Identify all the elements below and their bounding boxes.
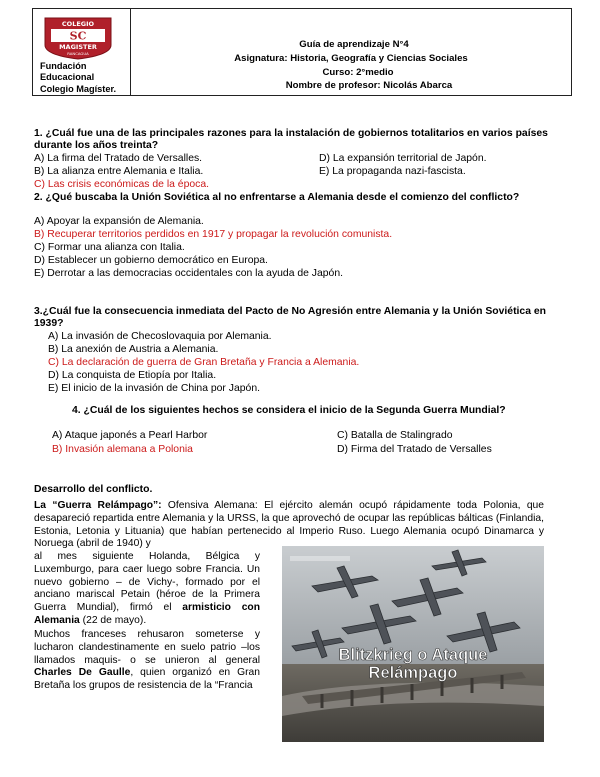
- q1-option-c-correct[interactable]: C) Las crisis económicas de la época.: [34, 179, 209, 190]
- term-de-gaulle: Charles De Gaulle: [34, 667, 131, 679]
- question-2: 2. ¿Qué buscaba la Unión Soviética al no enfrentarse a Alemania desde el comienzo del conflicto?: [34, 192, 520, 203]
- term-armisticio: armisticio con Alemania: [34, 602, 260, 626]
- aircraft-illustration: [282, 546, 544, 742]
- q2-option-c[interactable]: C) Formar una alianza con Italia.: [34, 242, 185, 253]
- q1-option-b[interactable]: B) La alianza entre Alemania e Italia.: [34, 166, 204, 177]
- term-guerra-relampago: La “Guerra Relámpago”:: [34, 500, 162, 511]
- q4-option-a[interactable]: A) Ataque japonés a Pearl Harbor: [52, 430, 208, 441]
- q4-option-d[interactable]: D) Firma del Tratado de Versalles: [337, 444, 492, 455]
- course-line: Curso: 2°medio: [322, 66, 394, 78]
- question-1: 1. ¿Cuál fue una de las principales razones para la instalación de gobiernos totalitarios en varios países durante los años treinta?: [34, 128, 548, 152]
- guide-info: [131, 38, 571, 93]
- q2-option-b-correct[interactable]: B) Recuperar territorios perdidos en 1917 y propagar la revolución comunista.: [34, 229, 393, 240]
- q2-option-a[interactable]: A) Apoyar la expansión de Alemania.: [34, 216, 204, 227]
- q3-option-a[interactable]: A) La invasión de Checoslovaquia por Alemania.: [48, 331, 272, 342]
- q4-option-b-correct[interactable]: B) Invasión alemana a Polonia: [52, 444, 193, 455]
- logo-bottom-text: MAGISTER: [59, 43, 97, 51]
- subject-line: Asignatura: Historia, Geografía y Ciencias Sociales: [234, 52, 468, 64]
- question-4: 4. ¿Cuál de los siguientes hechos se considera el inicio de la Segunda Guerra Mundial?: [72, 405, 506, 416]
- q1-option-d[interactable]: D) La expansión territorial de Japón.: [319, 153, 487, 164]
- logo-top-text: COLEGIO: [61, 20, 95, 28]
- document-header: [32, 8, 572, 96]
- svg-text:SC: SC: [69, 29, 87, 43]
- q3-option-b[interactable]: B) La anexión de Austria a Alemania.: [48, 344, 219, 355]
- school-logo: [41, 15, 115, 61]
- guide-title: Guía de aprendizaje N°4: [299, 39, 409, 50]
- paragraph-resistance: Muchos franceses rehusaron someterse y lucharon clandestinamente en suelo patrio –los llamados maquis- o se unieron al general Charles De Gaulle, quien organizó en Gran Bretaña los grupos de resistencia de la “Francia: [34, 629, 260, 692]
- paragraph-blitzkrieg: La “Guerra Relámpago”: Ofensiva Alemana: El ejército alemán ocupó rápidamente toda Polonia, que desapareció repartida entre Alemania y la URSS, la que aprovechó de ocupar las repúblicas bálticas (Finlandia, Estonia, Letonia y Lituania) que habían pertenecido al Imperio Ruso. Luego Alemania ocupó Dinamarca y Noruega (abril de 1940) y: [34, 500, 544, 550]
- q2-option-e[interactable]: E) Derrotar a las democracias occidentales con la ayuda de Japón.: [34, 268, 343, 279]
- q3-option-c-correct[interactable]: C) La declaración de guerra de Gran Bretaña y Francia a Alemania.: [48, 357, 360, 368]
- paragraph-france: al mes siguiente Holanda, Bélgica y Luxemburgo, para caer luego sobre Francia. Un nuevo gobierno – de Vichy-, formado por el anciano mariscal Petain (héroe de la Primera Guerra Mundial), firmó el armisticio con Alemania (22 de mayo).: [34, 551, 260, 626]
- q2-option-d[interactable]: D) Establecer un gobierno democrático en Europa.: [34, 255, 268, 266]
- blitzkrieg-image: [282, 546, 544, 742]
- question-3: 3.¿Cuál fue la consecuencia inmediata del Pacto de No Agresión entre Alemania y la Unión Soviética en 1939?: [34, 306, 546, 330]
- section-heading: Desarrollo del conflicto.: [34, 484, 153, 495]
- institution-name: Fundación Educacional Colegio Magíster.: [40, 61, 117, 94]
- image-caption-line-2: Relámpago: [368, 664, 458, 682]
- logo-city-text: RANCAGUA: [67, 51, 89, 56]
- q4-option-c[interactable]: C) Batalla de Stalingrado: [337, 430, 453, 441]
- q3-option-d[interactable]: D) La conquista de Etiopía por Italia.: [48, 370, 217, 381]
- q1-option-e[interactable]: E) La propaganda nazi-fascista.: [319, 166, 466, 177]
- image-caption-line-1: Blitzkrieg o Ataque: [338, 646, 488, 664]
- q1-option-a[interactable]: A) La firma del Tratado de Versalles.: [34, 153, 203, 164]
- q3-option-e[interactable]: E) El inicio de la invasión de China por Japón.: [48, 383, 260, 394]
- teacher-line: Nombre de profesor: Nicolás Abarca: [285, 80, 453, 92]
